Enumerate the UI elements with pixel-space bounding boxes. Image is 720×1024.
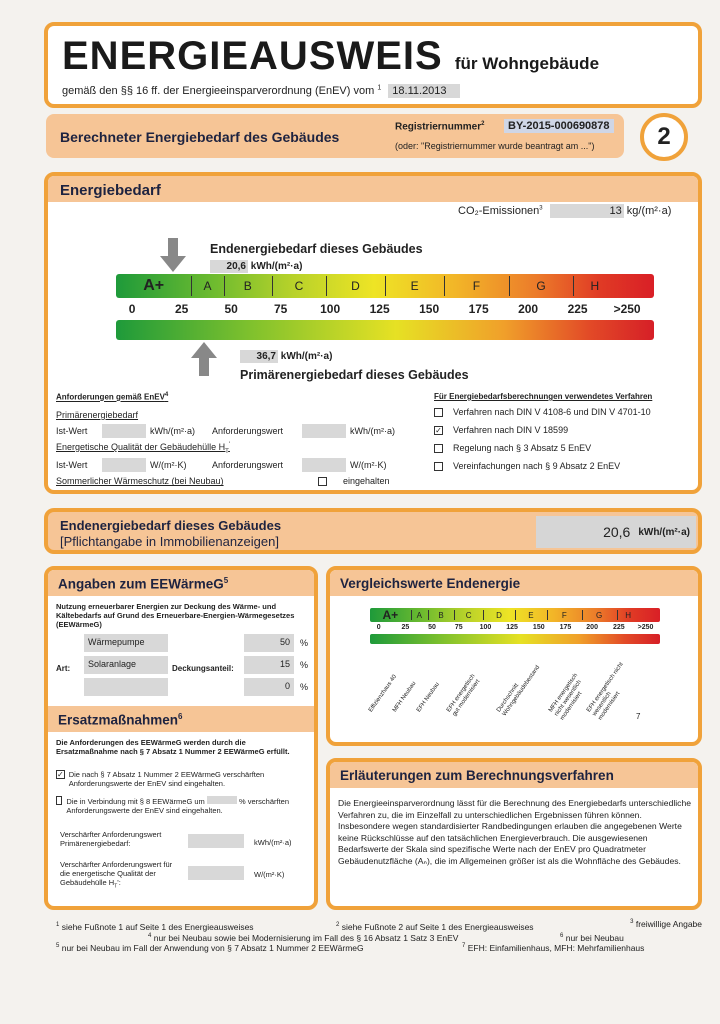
vergleich-category-label: EFH energetisch gut modernisiert	[446, 673, 482, 718]
energy-scale-numbers	[116, 302, 654, 316]
vergleich-scale-tick: 175	[559, 624, 572, 631]
vergleich-class-e: E	[528, 610, 534, 620]
methods-block	[434, 392, 694, 471]
vergleich-scale-tick: 150	[532, 624, 545, 631]
footnote-5: $^5$ nur bei Neubau im Fall der Anwendung von § 7 Absatz 1 Nummer 2 EEWärmeG	[56, 943, 364, 953]
end-energy-title: Endenergiebedarf dieses Gebäudes	[210, 242, 423, 256]
eewaerme-unit: %	[300, 638, 309, 648]
header-box	[44, 22, 702, 108]
energy-scale-tick: 25	[174, 302, 189, 316]
eewaerme-header: Angaben zum EEWärmeG$^5$	[48, 570, 314, 596]
energy-class-e: E	[410, 279, 419, 293]
vergleich-category-label: MFH energetisch nicht wesentlich modernisiert	[548, 672, 584, 722]
energy-class-f: F	[472, 279, 481, 293]
energy-class-h: H	[590, 279, 600, 293]
req-primary-label: Primärenergiebedarf	[56, 409, 139, 420]
section-title: Berechneter Energiebedarf des Gebäudes	[60, 129, 340, 145]
ersatz-opt1-checkbox[interactable]: ✓	[57, 770, 64, 779]
vergleich-class-separator	[582, 610, 583, 620]
energy-class-c: C	[294, 279, 304, 293]
vergleich-class-f: F	[561, 610, 567, 620]
energy-class-separator	[509, 276, 510, 296]
vergleich-footnote: 7	[636, 712, 641, 721]
endenergie-value-field	[536, 516, 696, 548]
energy-scale-tick: 100	[320, 302, 341, 316]
end-energy-value-row: 20,6 kWh/(m²·a)	[210, 260, 302, 273]
req-title: Anforderungen gemäß EnEV$^4$	[56, 392, 169, 402]
eewaerme-value-field: 15	[244, 656, 294, 674]
primary-energy-value-row: 36,7 kWh/(m²·a)	[240, 350, 332, 363]
vergleich-class-d: D	[496, 610, 502, 620]
erlaeuterung-header: Erläuterungen zum Berechnungsverfahren	[330, 762, 698, 788]
ersatz-intro: Die Anforderungen des EEWärmeG werden durch die Ersatzmaßnahme nach § 7 Absatz 1 Nummer 2 EEWärmeG erfüllt.	[56, 738, 290, 756]
co2-value: 13	[550, 204, 624, 218]
energy-scale-tick: 200	[518, 302, 539, 316]
issue-date: 18.11.2013	[388, 84, 460, 98]
primary-energy-title: Primärenergiebedarf dieses Gebäudes	[240, 368, 469, 382]
energy-scale-tick: 125	[369, 302, 390, 316]
vergleich-category-label: Effizienzhaus 40	[368, 674, 399, 714]
method-checkbox[interactable]	[434, 444, 443, 453]
method-label: Verfahren nach DIN V 18599	[453, 425, 569, 435]
req-envelope-label: Energetische Qualität der Gebäudehülle $H_T'$	[56, 441, 230, 455]
method-checkbox[interactable]: ✓	[435, 425, 442, 435]
vergleich-class-separator	[454, 610, 455, 620]
method-label: Regelung nach § 3 Absatz 5 EnEV	[453, 443, 592, 453]
page-number-badge: 2	[640, 113, 688, 161]
vergleich-box	[326, 566, 702, 746]
ersatz-prim-label: Verschärfter Anforderungswert Primärenergiebedarf:	[60, 830, 162, 848]
vergleich-gradient-bar	[370, 634, 660, 644]
ersatz-header: Ersatzmaßnahmen$^6$	[48, 706, 314, 732]
vergleich-category-label: MFH Neubau	[392, 680, 418, 714]
energiebedarf-box	[44, 172, 702, 494]
reg-note: (oder: "Registriernummer wurde beantragt am ...")	[395, 141, 595, 151]
vergleich-scale-numbers	[370, 624, 660, 634]
footnote-6: $^6$ nur bei Neubau	[560, 933, 624, 943]
endenergie-unit: kWh/(m²·a)	[638, 526, 690, 538]
energy-scale-tick: 175	[468, 302, 489, 316]
vergleich-class-c: C	[465, 610, 472, 620]
vergleich-class-bar	[370, 608, 660, 622]
vergleich-class-h: H	[625, 610, 631, 620]
ersatz-opt2-checkbox[interactable]	[56, 796, 62, 805]
energy-scale-tick: 50	[224, 302, 238, 316]
energy-class-d: D	[351, 279, 360, 293]
ersatz-opt1: ✓ Die nach § 7 Absatz 1 Nummer 2 EEWärmeG verschärften Anforderungswerte der EnEV sind eingehalten.	[57, 770, 265, 788]
endenergie-line1: Endenergiebedarf dieses Gebäudes	[60, 518, 282, 533]
co2-row: CO₂-Emissionen$^3$ 13 kg/(m²·a)	[458, 205, 672, 217]
document-subtitle: für Wohngebäude	[454, 54, 600, 73]
endenergie-box	[44, 508, 702, 554]
method-label: Verfahren nach DIN V 4108-6 und DIN V 4701-10	[453, 407, 651, 417]
energy-scale-tick: 0	[128, 302, 136, 316]
summer-checkbox[interactable]	[318, 477, 327, 486]
energy-class-separator	[326, 276, 327, 296]
method-option	[434, 425, 694, 435]
energy-gradient-bar	[116, 320, 654, 340]
energy-class-separator	[385, 276, 386, 296]
method-option	[434, 461, 694, 471]
methods-title: Für Energiebedarfsberechnungen verwendetes Verfahren	[434, 392, 653, 401]
document-title: ENERGIEAUSWEIS für Wohngebäude	[62, 34, 600, 78]
vergleich-category-label: EFH energetisch nicht wesentlich modernisiert	[586, 661, 625, 722]
vergleich-class-aplus: A+	[382, 608, 399, 622]
energy-scale-tick: 150	[419, 302, 440, 316]
ersatz-opt2: Die in Verbindung mit § 8 EEWärmeG um % verschärften Anforderungswerte der EnEV sind eingehalten.	[56, 796, 306, 815]
method-option	[434, 443, 694, 453]
energy-class-separator	[272, 276, 273, 296]
reg-label: Registriernummer$^2$	[395, 121, 485, 133]
footnote-1: $^1$ siehe Fußnote 1 auf Seite 1 des Energieausweises	[56, 922, 254, 932]
vergleich-class-a: A	[416, 610, 422, 620]
energy-scale-tick: 225	[567, 302, 588, 316]
erlaeuterung-text: Die Energieeinsparverordnung lässt für die Berechnung des Energiebedarfs unterschiedliche Verfahren zu, die im Einzelfall zu unterschiedlichen Ergebnissen führen können. Insbesondere wegen standardisierter Randbedingungen erlauben die angegebenen Werte keine Rückschlüsse auf den tatsächlichen Energieverbrauch. Die ausgewiesenen Bedarfswerte der Skala sind spezifische Werte nach der EnEV pro Quadratmeter Gebäudenutzfläche (Aₙ), die im Allgemeinen größer ist als die Wohnfläche des Gebäudes.	[338, 798, 692, 866]
eewaerme-unit: %	[300, 682, 309, 692]
vergleich-header: Vergleichswerte Endenergie	[330, 570, 698, 596]
energy-class-b: B	[243, 279, 252, 293]
method-checkbox[interactable]	[434, 462, 443, 471]
req-primary-row: Ist-Wert kWh/(m²·a) Anforderungswert kWh/(m²·a)	[56, 425, 395, 436]
vergleich-scale-tick: >250	[637, 624, 654, 631]
energy-scale-tick: 75	[273, 302, 288, 316]
vergleich-class-g: G	[595, 610, 603, 620]
eewaerme-value-field: 0	[244, 678, 294, 696]
law-line: gemäß den §§ 16 ff. der Energieeinsparverordnung (EnEV) vom $^1$ 18.11.2013	[62, 84, 460, 98]
requirements-block	[56, 392, 416, 486]
endenergie-line2: [Pflichtangabe in Immobilienanzeigen]	[60, 534, 279, 549]
deckung-label: Deckungsanteil:	[172, 664, 234, 673]
footnote-3: $^3$ freiwillige Angabe	[630, 919, 702, 929]
vergleich-scale-tick: 225	[612, 624, 625, 631]
vergleich-class-separator	[547, 610, 548, 620]
vergleich-class-separator	[617, 610, 618, 620]
energy-class-separator	[191, 276, 192, 296]
vergleich-scale-tick: 125	[506, 624, 518, 631]
energy-class-aplus: A+	[143, 277, 165, 294]
vergleich-class-b: B	[438, 610, 444, 620]
energy-class-separator	[573, 276, 574, 296]
energy-class-a: A	[203, 279, 212, 293]
vergleich-scale-tick: 75	[454, 624, 463, 631]
erlaeuterung-box	[326, 758, 702, 910]
eewaerme-art-field: Wärmepumpe	[84, 634, 168, 652]
footnote-7: $^7$ EFH: Einfamilienhaus, MFH: Mehrfamilienhaus	[462, 943, 645, 953]
energy-scale-tick: >250	[613, 302, 641, 316]
ersatz-ht-field	[188, 866, 244, 880]
method-label: Vereinfachungen nach § 9 Absatz 2 EnEV	[453, 461, 621, 471]
eewaerme-art-field	[84, 678, 168, 696]
vergleich-scale-tick: 50	[428, 624, 436, 631]
ersatz-prim-unit: kWh/(m²·a)	[254, 838, 292, 847]
vergleich-class-separator	[515, 610, 516, 620]
energy-class-bar	[116, 274, 654, 298]
registration-number: BY-2015-000690878	[504, 119, 614, 133]
vergleich-class-separator	[483, 610, 484, 620]
end-energy-arrow-icon	[160, 238, 186, 279]
eewaerme-art-field: Solaranlage	[84, 656, 168, 674]
vergleich-scale-tick: 200	[586, 624, 598, 631]
vergleich-class-separator	[411, 610, 412, 620]
section-bar	[46, 114, 624, 158]
vergleich-category-label: EFH Neubau	[416, 681, 441, 714]
footnote-2: $^2$ siehe Fußnote 2 auf Seite 1 des Energieausweises	[336, 922, 534, 932]
footnote-4: $^4$ nur bei Neubau sowie bei Modernisierung im Fall des § 16 Absatz 1 Satz 3 EnEV	[148, 933, 459, 943]
vergleich-scale-tick: 25	[401, 624, 410, 631]
vergleich-category-label: Durchschnitt Wohngebäudebestand	[496, 664, 542, 718]
energiebedarf-header: Energiebedarf	[48, 176, 698, 202]
energy-class-separator	[224, 276, 225, 296]
method-checkbox[interactable]	[434, 408, 443, 417]
vergleich-scale-tick: 0	[376, 624, 381, 631]
ersatz-prim-field	[188, 834, 244, 848]
eewaerme-intro: Nutzung erneuerbarer Energien zur Deckung des Wärme- und Kältebedarfs auf Grund des Erneuerbare-Energien-Wärmegesetzes (EEWärmeG)	[56, 602, 295, 629]
eewaerme-box	[44, 566, 318, 910]
method-option	[434, 407, 694, 417]
eewaerme-unit: %	[300, 660, 309, 670]
endenergie-value: 20,6	[603, 524, 631, 540]
ersatz-ht-label: Verschärfter Anforderungswert für die energetische Qualität der Gebäudehülle $H_T'$:	[60, 860, 173, 890]
req-summer-row: Sommerlicher Wärmeschutz (bei Neubau) eingehalten	[56, 476, 390, 487]
energy-class-separator	[444, 276, 445, 296]
eewaerme-value-field: 50	[244, 634, 294, 652]
vergleich-class-separator	[428, 610, 429, 620]
req-envelope-row: Ist-Wert W/(m²·K) Anforderungswert W/(m²·K)	[56, 460, 387, 471]
ersatz-ht-unit: W/(m²·K)	[254, 870, 285, 879]
energy-class-g: G	[536, 279, 546, 293]
primary-energy-arrow-icon	[191, 342, 217, 383]
vergleich-scale-tick: 100	[479, 624, 492, 631]
art-label: Art:	[56, 664, 71, 673]
